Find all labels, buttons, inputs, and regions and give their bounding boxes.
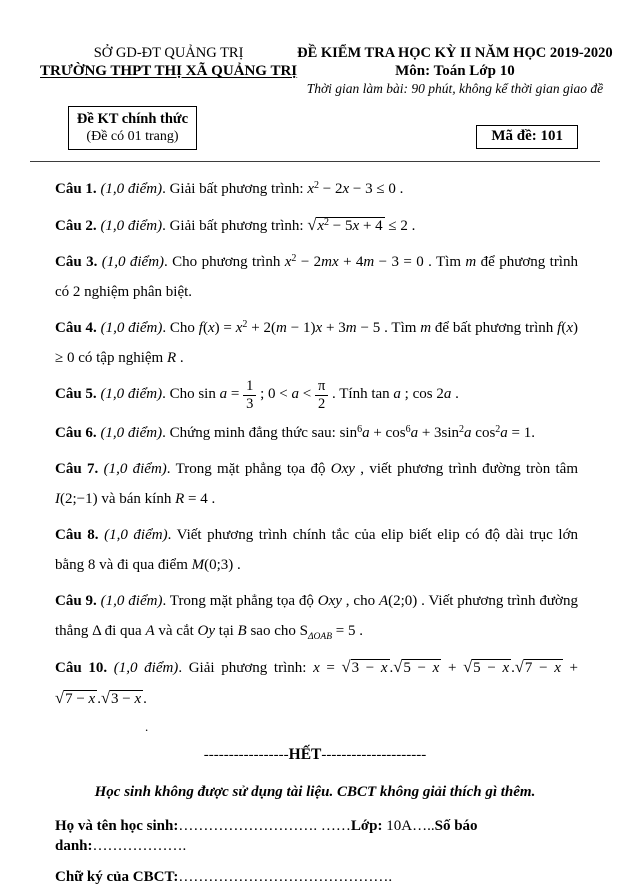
- radical-sign-icon: √: [55, 688, 65, 707]
- proctor-signature-label: Chữ ký của CBCT:: [55, 869, 179, 885]
- math-superscript: 6: [357, 424, 363, 435]
- fraction-denominator: 3: [246, 396, 254, 412]
- question-label: Câu 4.: [55, 320, 97, 336]
- question: Câu 10. (1,0 điểm). Giải phương trình: x = √3 − x .√5 − x + √5 − x .√7 − x + √7 − x .√3 − x .: [55, 657, 578, 707]
- question: Câu 2. (1,0 điểm). Giải bất phương trình: $√x^2 - 5x + 4 \le 2$ .: [55, 215, 416, 234]
- radical-sign-icon: √: [514, 657, 524, 676]
- question-label: Câu 6.: [55, 425, 97, 441]
- radicand: 7 − x: [65, 691, 96, 707]
- question-points: (1,0 điểm): [113, 660, 179, 676]
- question-label: Câu 9.: [55, 593, 97, 609]
- questions-list: [55, 174, 578, 714]
- math-square-root: [463, 657, 511, 676]
- header-boxes-row: [0, 97, 630, 161]
- radical-sign-icon: √: [341, 657, 351, 676]
- math-variable: a: [464, 425, 472, 441]
- math-superscript: 2: [495, 424, 501, 435]
- math-variable: x: [307, 181, 314, 197]
- math-variable: a: [500, 425, 508, 441]
- exam-rules-note: Học sinh không được sử dụng tài liệu. CBCT không giải thích gì thêm.: [94, 784, 536, 800]
- math-variable: Oxy: [330, 461, 355, 477]
- official-exam-box: [68, 106, 197, 150]
- question-label: Câu 1.: [55, 181, 97, 197]
- student-name-label: Họ và tên học sinh:: [55, 818, 179, 834]
- question-points: (1,0 điểm): [100, 320, 163, 336]
- math-variable: x: [554, 660, 561, 676]
- candidate-number-label: Số báo danh:: [55, 818, 478, 854]
- question: Câu 1. (1,0 điểm). Giải bất phương trình: $x^2 - 2x - 3 \le 0$ .: [55, 180, 404, 197]
- end-dashes-right: ---------------------: [321, 747, 427, 763]
- question: Câu 3. (1,0 điểm). Cho phương trình $x^2 - 2mx + 4m - 3 = 0$ . Tìm m để phương trình có 2 nghiệm phân biệt.: [55, 253, 578, 300]
- math-variable: x: [315, 320, 323, 336]
- math-variable: x: [317, 218, 325, 234]
- proctor-signature-dotted-fill: …………………………………….: [178, 869, 393, 885]
- question-points: (1,0 điểm): [100, 425, 163, 441]
- question-label: Câu 7.: [55, 461, 99, 477]
- question-label: Câu 10.: [55, 660, 108, 676]
- math-variable: R: [166, 350, 177, 366]
- question: Câu 4. (1,0 điểm). Cho $f(x) = x^2 + 2(m - 1)x + 3m - 5$ . Tìm m để bất phương trình f(x) ≥ 0 có tập nghiệm R .: [55, 319, 578, 366]
- math-superscript: 6: [405, 424, 411, 435]
- student-name-line: [55, 816, 578, 856]
- class-label: Lớp:: [350, 818, 383, 834]
- math-variable: a: [362, 425, 370, 441]
- candidate-number-dotted-fill: ……………….: [92, 838, 187, 854]
- math-superscript: 2: [313, 180, 319, 191]
- math-variable: Oxy: [317, 593, 342, 609]
- math-variable: m: [465, 254, 477, 270]
- math-variable: M: [191, 557, 205, 573]
- math-variable: A: [145, 623, 155, 639]
- exam-header: [0, 0, 630, 97]
- question: Câu 6. (1,0 điểm). Chứng minh đẳng thức sau: $\sin^6a + \cos^6a + 3\sin^2a$ $\cos^2a = 1$.: [55, 424, 535, 441]
- header-separator: [30, 161, 600, 162]
- exam-title: ĐỀ KIỂM TRA HỌC KỲ II NĂM HỌC 2019-2020: [297, 45, 613, 61]
- math-variable: x: [352, 218, 360, 234]
- math-variable: a: [410, 425, 419, 441]
- math-variable: A: [378, 593, 389, 609]
- math-variable: m: [363, 254, 375, 270]
- math-variable: mx: [321, 254, 339, 270]
- math-subscript: ΔOAB: [307, 632, 332, 642]
- math-variable: m: [345, 320, 357, 336]
- fraction-denominator: 2: [317, 396, 326, 412]
- question: Câu 9. (1,0 điểm). Trong mặt phẳng tọa độ Oxy , cho A(2;0) . Viết phương trình đường thẳng Δ đi qua A và cắt Oy tại B sao cho $S_{\Delta OAB} = 5$ .: [55, 593, 578, 642]
- math-variable: f: [198, 320, 203, 336]
- proctor-signature-line: [55, 867, 578, 887]
- radical-sign-icon: √: [100, 688, 111, 707]
- math-variable: x: [432, 660, 440, 676]
- class-value: 10A: [382, 818, 413, 834]
- math-superscript: 2: [324, 217, 330, 228]
- math-variable: x: [88, 691, 96, 707]
- math-variable: m: [420, 320, 432, 336]
- question: Câu 5. (1,0 điểm). Cho sin a = $\frac{1}{3}$ ; 0 < a < $\frac{\pi}{2}$ . Tính tan a ; cos 2a .: [55, 378, 459, 412]
- question-label: Câu 3.: [55, 254, 98, 270]
- math-variable: x: [134, 691, 142, 707]
- math-variable: m: [276, 320, 287, 336]
- math-superscript: 2: [459, 424, 465, 435]
- radicand: 3 − x: [351, 660, 388, 676]
- official-exam-label: Đề KT chính thức: [76, 111, 189, 127]
- math-variable: x: [566, 320, 573, 336]
- department-name: SỞ GD-ĐT QUẢNG TRỊ: [93, 45, 244, 61]
- class-dotted-fill: …..: [412, 818, 435, 834]
- exam-subject: Môn: Toán Lớp 10: [395, 63, 515, 79]
- radical-sign-icon: √: [393, 657, 403, 676]
- math-variable: a: [291, 386, 299, 402]
- math-fraction: [315, 379, 328, 412]
- math-variable: f: [557, 320, 562, 336]
- question-points: (1,0 điểm): [101, 254, 165, 270]
- radicand: 3 − x: [111, 691, 142, 707]
- math-variable: I: [55, 491, 60, 507]
- end-label: HẾT: [288, 746, 322, 763]
- student-name-dotted-fill: ………………………. ……: [178, 818, 351, 834]
- math-superscript: 2: [242, 319, 248, 330]
- math-variable: x: [342, 181, 350, 197]
- question-points: (1,0 điểm): [100, 218, 163, 234]
- radicand: 5 − x: [403, 660, 440, 676]
- math-square-root: [393, 657, 441, 676]
- math-variable: x: [380, 660, 388, 676]
- math-square-root: [341, 657, 390, 676]
- radicand: 5 − x: [473, 660, 510, 676]
- exam-duration: Thời gian làm bài: 90 phút, không kể thời gian giao đề: [306, 81, 604, 96]
- math-variable: a: [443, 386, 452, 402]
- math-square-root: [307, 215, 384, 234]
- math-variable: x: [207, 320, 215, 336]
- question-points: (1,0 điểm): [103, 461, 167, 477]
- radical-sign-icon: √: [463, 657, 473, 676]
- math-superscript: 2: [291, 253, 297, 264]
- question-points: (1,0 điểm): [100, 593, 163, 609]
- math-variable: a: [219, 386, 228, 402]
- math-variable: x: [284, 254, 292, 270]
- math-variable: a: [393, 386, 401, 402]
- fraction-numerator: π: [315, 379, 328, 396]
- radical-sign-icon: √: [307, 215, 317, 234]
- question-points: (1,0 điểm): [104, 527, 168, 543]
- question-points: (1,0 điểm): [100, 386, 163, 402]
- math-variable: R: [175, 491, 185, 507]
- end-dashes-left: -----------------: [203, 747, 289, 763]
- radicand: $x^2 - 5x + 4$: [317, 217, 383, 234]
- math-square-root: [514, 657, 563, 676]
- question: Câu 7. (1,0 điểm). Trong mặt phẳng tọa độ Oxy , viết phương trình đường tròn tâm I(2;−1) và bán kính R = 4 .: [55, 461, 578, 507]
- math-variable: B: [237, 623, 247, 639]
- math-fraction: [243, 379, 256, 412]
- header-right-block: [297, 44, 613, 97]
- math-variable: x: [313, 660, 320, 676]
- question: Câu 8. (1,0 điểm). Viết phương trình chính tắc của elip biết elip có độ dài trục lớn bằng 8 và đi qua điểm M(0;3) .: [55, 527, 579, 573]
- school-name: TRƯỜNG THPT THỊ XÃ QUẢNG TRỊ: [40, 63, 298, 79]
- fraction-numerator: 1: [243, 379, 256, 396]
- math-square-root: [55, 688, 97, 707]
- stray-dot: .: [145, 719, 149, 734]
- question-label: Câu 5.: [55, 386, 97, 402]
- question-points: (1,0 điểm): [100, 181, 163, 197]
- header-left-block: [40, 44, 297, 97]
- question-label: Câu 8.: [55, 527, 99, 543]
- radicand: 7 − x: [524, 660, 561, 676]
- end-of-exam-line: [0, 745, 630, 765]
- question-label: Câu 2.: [55, 218, 97, 234]
- math-square-root: [100, 688, 143, 707]
- math-variable: Oy: [197, 623, 216, 639]
- exam-code-box: Mã đề: 101: [476, 125, 578, 149]
- math-variable: x: [235, 320, 243, 336]
- page-count-label: (Đề có 01 trang): [86, 129, 179, 144]
- math-variable: x: [502, 660, 510, 676]
